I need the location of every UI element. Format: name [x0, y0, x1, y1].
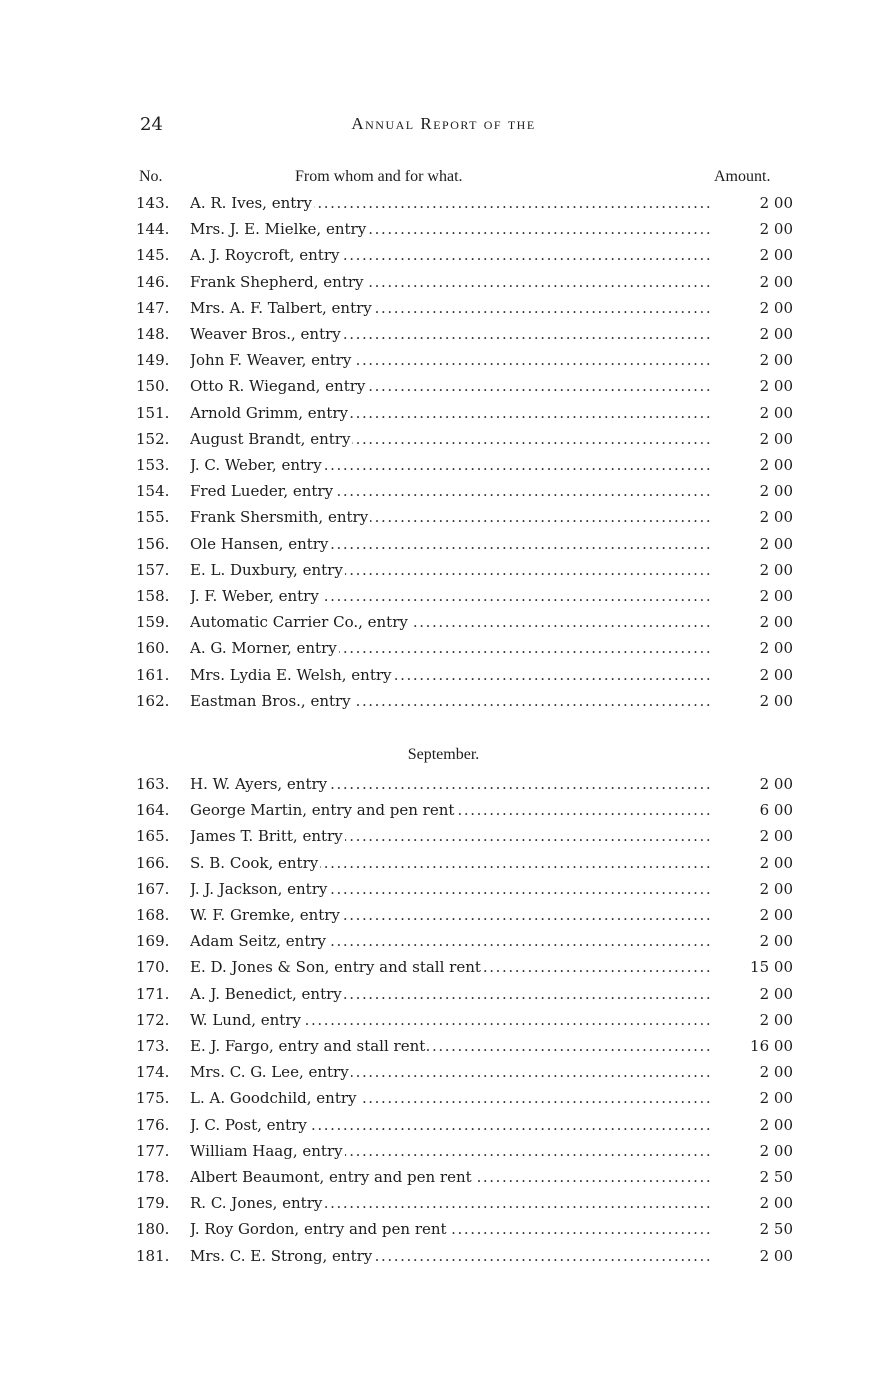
- table-row: [0, 347, 887, 373]
- entry-number: 175.: [136, 1089, 170, 1108]
- entry-description: [190, 321, 712, 347]
- entry-description-text: A. R. Ives, entry: [190, 194, 312, 212]
- entry-description-text: A. G. Morner, entry: [190, 639, 337, 658]
- entry-amount: 2 00: [759, 298, 793, 317]
- entry-number: 171.: [136, 984, 170, 1003]
- entry-amount: 2 00: [759, 1063, 793, 1082]
- entry-number: 166.: [136, 853, 170, 872]
- entry-number: 144.: [136, 220, 170, 239]
- entry-description-text: Mrs. A. F. Talbert, entry: [190, 298, 372, 317]
- entry-description: [190, 928, 712, 954]
- entry-description-text: Weaver Bros., entry: [190, 325, 341, 343]
- entry-amount: 2 00: [759, 456, 793, 474]
- entry-description: [190, 1112, 712, 1138]
- entry-description: [190, 1216, 712, 1242]
- entry-number: 174.: [136, 1063, 170, 1082]
- table-row: [0, 478, 887, 504]
- entry-description: [190, 1085, 712, 1111]
- table-row: [0, 609, 887, 635]
- table-row: [0, 662, 887, 688]
- entry-amount: 2 00: [759, 377, 793, 396]
- entry-description: [190, 1033, 712, 1059]
- table-row: [0, 1033, 887, 1059]
- entry-description: [190, 635, 712, 661]
- entry-number: 173.: [136, 1037, 170, 1055]
- entry-description-text: Mrs. C. G. Lee, entry: [190, 1063, 349, 1082]
- entry-number: 169.: [136, 932, 170, 951]
- entry-description: [190, 1190, 712, 1216]
- table-row: [0, 954, 887, 980]
- entry-description-text: R. C. Jones, entry: [190, 1194, 323, 1213]
- entry-description: [190, 662, 712, 688]
- table-row: [0, 1112, 887, 1138]
- entry-amount: 2 50: [759, 1220, 793, 1239]
- entry-description: [190, 242, 712, 268]
- entry-description-text: J. F. Weber, entry: [190, 587, 319, 605]
- table-row: [0, 902, 887, 928]
- entry-number: 181.: [136, 1246, 170, 1265]
- entry-amount: 2 00: [759, 587, 793, 605]
- entry-amount: 2 00: [759, 1089, 793, 1108]
- entry-amount: 2 00: [759, 639, 793, 658]
- table-row: [0, 1164, 887, 1190]
- table-row: [0, 1138, 887, 1164]
- entry-description-text: Ole Hansen, entry: [190, 534, 329, 553]
- entry-number: 177.: [136, 1141, 170, 1160]
- entry-description: [190, 452, 712, 478]
- entry-description: [190, 347, 712, 373]
- entry-number: 162.: [136, 691, 170, 710]
- entry-description-text: Fred Lueder, entry: [190, 482, 334, 501]
- entry-description-text: George Martin, entry and pen rent: [190, 801, 455, 820]
- entry-number: 170.: [136, 958, 170, 977]
- entry-number: 153.: [136, 456, 170, 474]
- table-row: [0, 850, 887, 876]
- table-row: [0, 557, 887, 583]
- table-row: [0, 190, 887, 216]
- table-row: [0, 1059, 887, 1085]
- entry-description-text: James T. Britt, entry: [190, 827, 343, 846]
- entry-amount: 15 00: [750, 958, 793, 977]
- entry-number: 179.: [136, 1194, 170, 1213]
- entry-number: 163.: [136, 775, 170, 793]
- table-row: [0, 635, 887, 661]
- entry-description-text: Mrs. Lydia E. Welsh, entry: [190, 665, 392, 684]
- entry-description-text: A. J. Benedict, entry: [190, 984, 342, 1003]
- entry-amount: 2 00: [759, 827, 793, 846]
- table-row: [0, 321, 887, 347]
- entry-amount: 2 00: [759, 613, 793, 632]
- entry-description: [190, 688, 712, 714]
- table-row: [0, 426, 887, 452]
- entry-description: [190, 557, 712, 583]
- table-row: [0, 216, 887, 242]
- entry-amount: 2 00: [759, 560, 793, 579]
- entry-description: [190, 609, 712, 635]
- entry-amount: 2 00: [759, 984, 793, 1003]
- entry-number: 145.: [136, 246, 170, 265]
- entry-number: 178.: [136, 1168, 170, 1186]
- table-row: [0, 928, 887, 954]
- table-row: [0, 1085, 887, 1111]
- entry-description: [190, 373, 712, 399]
- entry-description-text: E. D. Jones & Son, entry and stall rent: [190, 958, 481, 977]
- entry-description: [190, 876, 712, 902]
- entry-description: [190, 1138, 712, 1164]
- entry-amount: 2 00: [759, 775, 793, 793]
- entry-amount: 2 00: [759, 691, 793, 710]
- entry-number: 167.: [136, 879, 170, 898]
- entry-number: 143.: [136, 194, 170, 212]
- table-row: [0, 771, 887, 797]
- entry-description-text: Arnold Grimm, entry: [190, 403, 349, 422]
- table-row: [0, 295, 887, 321]
- entry-amount: 2 00: [759, 932, 793, 951]
- entry-description-text: A. J. Roycroft, entry: [190, 246, 340, 265]
- table-row: [0, 797, 887, 823]
- table-row: [0, 269, 887, 295]
- entry-description: [190, 981, 712, 1007]
- entry-description-text: E. J. Fargo, entry and stall rent: [190, 1037, 426, 1055]
- entry-amount: 2 00: [759, 403, 793, 422]
- entry-amount: 16 00: [750, 1037, 793, 1055]
- entry-amount: 2 00: [759, 351, 793, 370]
- entry-number: 152.: [136, 429, 170, 448]
- entry-description: [190, 400, 712, 426]
- entry-number: 165.: [136, 827, 170, 846]
- entry-number: 176.: [136, 1115, 170, 1134]
- entry-description-text: Frank Shepherd, entry: [190, 272, 364, 291]
- entry-description-text: William Haag, entry: [190, 1141, 343, 1160]
- entry-description-text: J. J. Jackson, entry: [190, 879, 328, 898]
- entry-amount: 2 00: [759, 272, 793, 291]
- entry-amount: 2 00: [759, 246, 793, 265]
- table-row: [0, 583, 887, 609]
- entry-number: 158.: [136, 587, 170, 605]
- entry-number: 156.: [136, 534, 170, 553]
- entry-description: [190, 1007, 712, 1033]
- entry-description-text: Mrs. C. E. Strong, entry: [190, 1246, 373, 1265]
- entry-description-text: W. F. Gremke, entry: [190, 906, 340, 924]
- entry-description: [190, 269, 712, 295]
- entry-description: [190, 216, 712, 242]
- table-row: [0, 823, 887, 849]
- table-row: [0, 373, 887, 399]
- entry-number: 161.: [136, 665, 170, 684]
- entry-number: 154.: [136, 482, 170, 501]
- entry-description-text: Albert Beaumont, entry and pen rent: [190, 1168, 472, 1186]
- entry-description-text: J. C. Post, entry: [190, 1115, 307, 1134]
- entry-description: [190, 426, 712, 452]
- entry-description: [190, 504, 712, 530]
- table-row: [0, 452, 887, 478]
- entry-description-text: August Brandt, entry: [190, 429, 351, 448]
- entry-amount: 2 00: [759, 665, 793, 684]
- entry-description: [190, 797, 712, 823]
- page-number: 24: [140, 114, 163, 135]
- entry-number: 146.: [136, 272, 170, 291]
- table-row: [0, 504, 887, 530]
- column-header-number: No.: [139, 168, 163, 185]
- entry-amount: 2 00: [759, 853, 793, 872]
- entry-amount: 2 00: [759, 220, 793, 239]
- entry-description: [190, 902, 712, 928]
- month-heading: September.: [407, 746, 480, 763]
- entry-amount: 2 50: [759, 1168, 793, 1186]
- entry-description-text: John F. Weaver, entry: [190, 351, 352, 370]
- entry-description: [190, 478, 712, 504]
- table-row: [0, 1243, 887, 1269]
- entry-description: [190, 190, 712, 216]
- entry-amount: 2 00: [759, 1115, 793, 1134]
- entry-number: 172.: [136, 1010, 170, 1029]
- entry-number: 180.: [136, 1220, 170, 1239]
- entry-description-text: Frank Shersmith, entry: [190, 508, 369, 527]
- entry-number: 155.: [136, 508, 170, 527]
- entry-description: [190, 583, 712, 609]
- entry-number: 150.: [136, 377, 170, 396]
- entry-description-text: J. C. Weber, entry: [190, 456, 322, 474]
- entry-description-text: Automatic Carrier Co., entry: [190, 613, 408, 632]
- entry-description-text: Mrs. J. E. Mielke, entry: [190, 220, 367, 239]
- entry-description-text: Otto R. Wiegand, entry: [190, 377, 366, 396]
- entry-amount: 2 00: [759, 1194, 793, 1213]
- entry-description: [190, 771, 712, 797]
- entry-amount: 2 00: [759, 325, 793, 343]
- entry-amount: 2 00: [759, 1246, 793, 1265]
- entry-amount: 2 00: [759, 906, 793, 924]
- running-title: Annual Report of the: [351, 114, 536, 133]
- table-row: [0, 400, 887, 426]
- table-row: [0, 531, 887, 557]
- table-row: [0, 1190, 887, 1216]
- entry-description-text: W. Lund, entry: [190, 1010, 301, 1029]
- table-row: [0, 242, 887, 268]
- entry-amount: 2 00: [759, 1141, 793, 1160]
- entry-description: [190, 1059, 712, 1085]
- column-header-description: From whom and for what.: [295, 168, 463, 185]
- table-row: [0, 981, 887, 1007]
- entry-number: 159.: [136, 613, 170, 632]
- entry-description: [190, 295, 712, 321]
- entry-description: [190, 1164, 712, 1190]
- entry-amount: 2 00: [759, 1010, 793, 1029]
- entry-description-text: S. B. Cook, entry: [190, 853, 319, 872]
- entry-number: 157.: [136, 560, 170, 579]
- entry-amount: 2 00: [759, 194, 793, 212]
- entry-number: 148.: [136, 325, 170, 343]
- entry-number: 151.: [136, 403, 170, 422]
- entry-description-text: L. A. Goodchild, entry: [190, 1089, 357, 1108]
- entry-number: 149.: [136, 351, 170, 370]
- entry-number: 160.: [136, 639, 170, 658]
- entry-description: [190, 823, 712, 849]
- entry-number: 164.: [136, 801, 170, 820]
- entry-amount: 2 00: [759, 429, 793, 448]
- entry-description: [190, 954, 712, 980]
- entry-number: 168.: [136, 906, 170, 924]
- entry-description-text: Adam Seitz, entry: [190, 932, 326, 951]
- entry-amount: 2 00: [759, 482, 793, 501]
- entry-description: [190, 850, 712, 876]
- table-row: [0, 688, 887, 714]
- entry-description-text: E. L. Duxbury, entry: [190, 560, 343, 579]
- entry-description-text: H. W. Ayers, entry: [190, 775, 328, 793]
- entry-description-text: J. Roy Gordon, entry and pen rent: [190, 1220, 447, 1239]
- entry-description: [190, 531, 712, 557]
- entry-description-text: Eastman Bros., entry: [190, 691, 351, 710]
- table-row: [0, 1007, 887, 1033]
- table-row: [0, 1216, 887, 1242]
- entry-amount: 2 00: [759, 879, 793, 898]
- entry-description: [190, 1243, 712, 1269]
- entry-amount: 2 00: [759, 508, 793, 527]
- column-header-amount: Amount.: [714, 168, 771, 185]
- entry-amount: 2 00: [759, 534, 793, 553]
- table-row: [0, 876, 887, 902]
- entry-number: 147.: [136, 298, 170, 317]
- entry-amount: 6 00: [759, 801, 793, 820]
